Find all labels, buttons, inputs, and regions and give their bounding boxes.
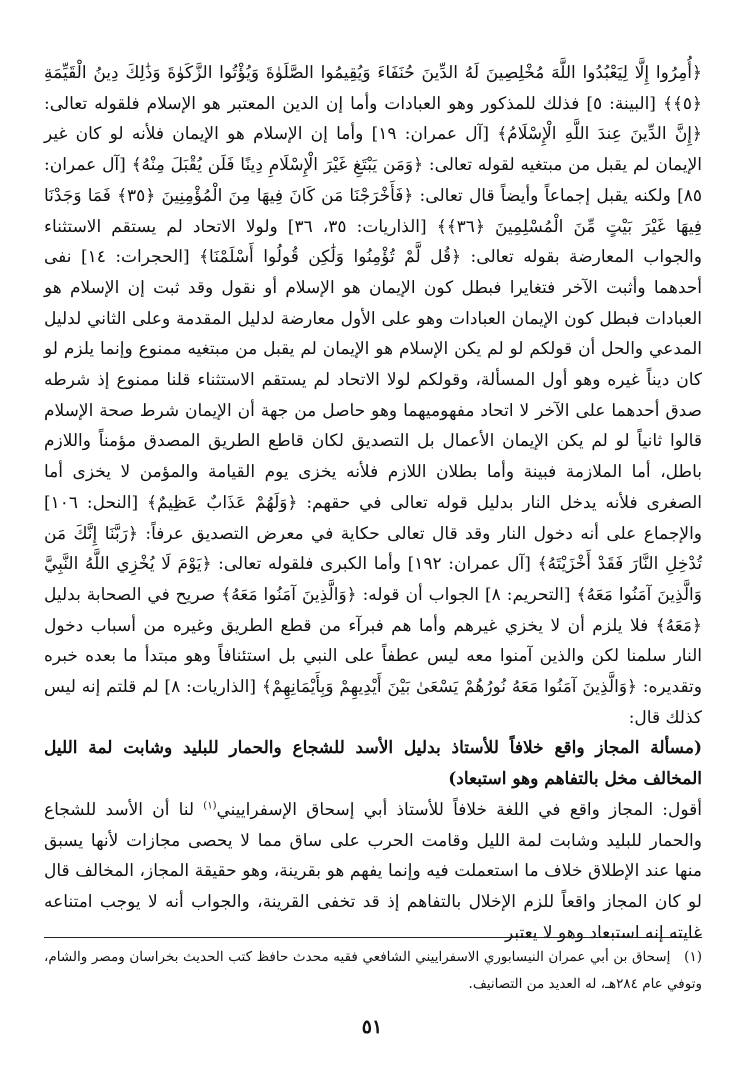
footnote-reference: (١) [203, 800, 217, 812]
paragraph-1: ﴿أُمِرُوا إِلَّا لِيَعْبُدُوا اللَّهَ مُخْلِصِينَ لَهُ الدِّينَ حُنَفَاءَ وَيُقِيمُوا الصَّلَوٰةَ وَيُؤْتُوا الزَّكَوٰةَ وَذَٰلِكَ دِينُ الْقَيِّمَةِ ﴿٥﴾﴾ [البينة: ٥] فذلك للمذكور وهو العبادات وأما إن الدين المعتبر هو الإسلام فلقوله تعالى: ﴿إِنَّ الدِّينَ عِندَ اللَّهِ الْإِسْلَامُ﴾ [آل عمران: ١٩] وأما إن الإسلام هو الإيمان فلأنه لو كان غير الإيمان لم يقبل من مبتغيه لقوله تعالى: ﴿وَمَن يَبْتَغِ غَيْرَ الْإِسْلَامِ دِينًا فَلَن يُقْبَلَ مِنْهُ﴾ [آل عمران: ٨٥] ولكنه يقبل إجماعاً وأيضاً قال تعالى: ﴿فَأَخْرَجْنَا مَن كَانَ فِيهَا مِنَ الْمُؤْمِنِينَ ﴿٣٥﴾ فَمَا وَجَدْنَا فِيهَا غَيْرَ بَيْتٍ مِّنَ الْمُسْلِمِينَ ﴿٣٦﴾﴾ [الذاريات: ٣٥، ٣٦] ولولا الاتحاد لم يستقم الاستثناء والجواب المعارضة بقوله تعالى: ﴿قُل لَّمْ تُؤْمِنُوا وَلَٰكِن قُولُوا أَسْلَمْنَا﴾ [الحجرات: ١٤] نفى أحدهما وأثبت الآخر فتغايرا فبطل كون الإيمان هو الإسلام أو نقول وقد ثبت إن الإسلام هو العبادات فبطل كون الإيمان العبادات وهو على الأول معارضة لدليل المقدمة وعلى الثاني لدليل المدعي والحل أن قولكم لو لم يكن الإسلام هو الإيمان لم يقبل من مبتغيه ممنوع وإنما يلزم لو كان ديناً غيره وهو أول المسألة، وقولكم لولا الاتحاد لم يستقم الاستثناء قلنا ممنوع إذ شرطه صدق أحدهما على الآخر لا اتحاد مفهوميهما وهو حاصل من جهة أن الإيمان شرط صحة الإسلام قالوا ثانياً لو لم يكن الإيمان الأعمال بل التصديق لكان قاطع الطريق المصدق مؤمناً واللازم باطل، أما الملازمة فبينة وأما بطلان اللازم فلأنه يخزى يوم القيامة والمؤمن لا يخزى أما الصغرى فلأنه يدخل النار بدليل قوله تعالى في حقهم: ﴿وَلَهُمْ عَذَابٌ عَظِيمٌ﴾ [النحل: ١٠٦] والإجماع على أنه دخول النار وقد قال تعالى حكاية في معرض التصديق عرفاً: ﴿رَبَّنَا إِنَّكَ مَن تُدْخِلِ النَّارَ فَقَدْ أَخْزَيْتَهُ﴾ [آل عمران: ١٩٢] وأما الكبرى فلقوله تعالى: ﴿يَوْمَ لَا يُخْزِي اللَّهُ النَّبِيَّ وَالَّذِينَ آمَنُوا مَعَهُ﴾ [التحريم: ٨] الجواب أن قوله: ﴿وَالَّذِينَ آمَنُوا مَعَهُ﴾ صريح في الصحابة بدليل ﴿مَعَهُ﴾ فلا يلزم أن لا يخزي غيرهم وأما هم فبرآء من قطع الطريق وغيره من أسباب دخول النار سلمنا لكن والذين آمنوا معه ليس عطفاً على النبي بل استئنافاً وهو مبتدأ ما بعده خبره وتقديره: ﴿وَالَّذِينَ آمَنُوا مَعَهُ نُورُهُمْ يَسْعَىٰ بَيْنَ أَيْدِيهِمْ وَبِأَيْمَانِهِمْ﴾ [الذاريات: ٨] لم قلتم إنه ليس كذلك قال: [44, 63, 702, 728]
main-text [44, 58, 702, 948]
footnote-text: إسحاق بن أبي عمران النيسابوري الاسفراييني الشافعي فقيه محدث حافظ كتب الحديث بخراسان ومصر والشام، وتوفي عام ٢٨٤هـ، له العديد من التصانيف. [44, 949, 702, 992]
footnote-divider [44, 937, 702, 938]
footnotes [44, 944, 702, 998]
footnote-1 [44, 944, 702, 998]
footnote-marker: (١) [684, 949, 702, 965]
section-body [44, 795, 702, 949]
section-intro: أقول: المجاز واقع في اللغة خلافاً للأستاذ أبي إسحاق الإسفراييني [216, 799, 703, 820]
section-heading: (مسألة المجاز واقع خلافاً للأستاذ بدليل الأسد للشجاع والحمار للبليد وشابت لمة الليل المخالف مخل بالتفاهم وهو استبعاد) [44, 738, 702, 790]
page-number: ٥١ [361, 1016, 383, 1038]
section-rest: لنا أن الأسد للشجاع والحمار للبليد وشابت لمة الليل وقامت الحرب على ساق مما لا يحصى مجازات لأنها يسبق منها عند الإطلاق خلاف ما استعملت فيه وإنما يفهم هو بقرينة، وهو حقيقة المجاز، المخالف قال لو كان المجاز واقعاً للزم الإخلال بالتفاهم إذ قد تخفى القرينة، والجواب أنه لا يوجب امتناعه غايته إنه استبعاد وهو لا يعتبر [44, 799, 702, 943]
